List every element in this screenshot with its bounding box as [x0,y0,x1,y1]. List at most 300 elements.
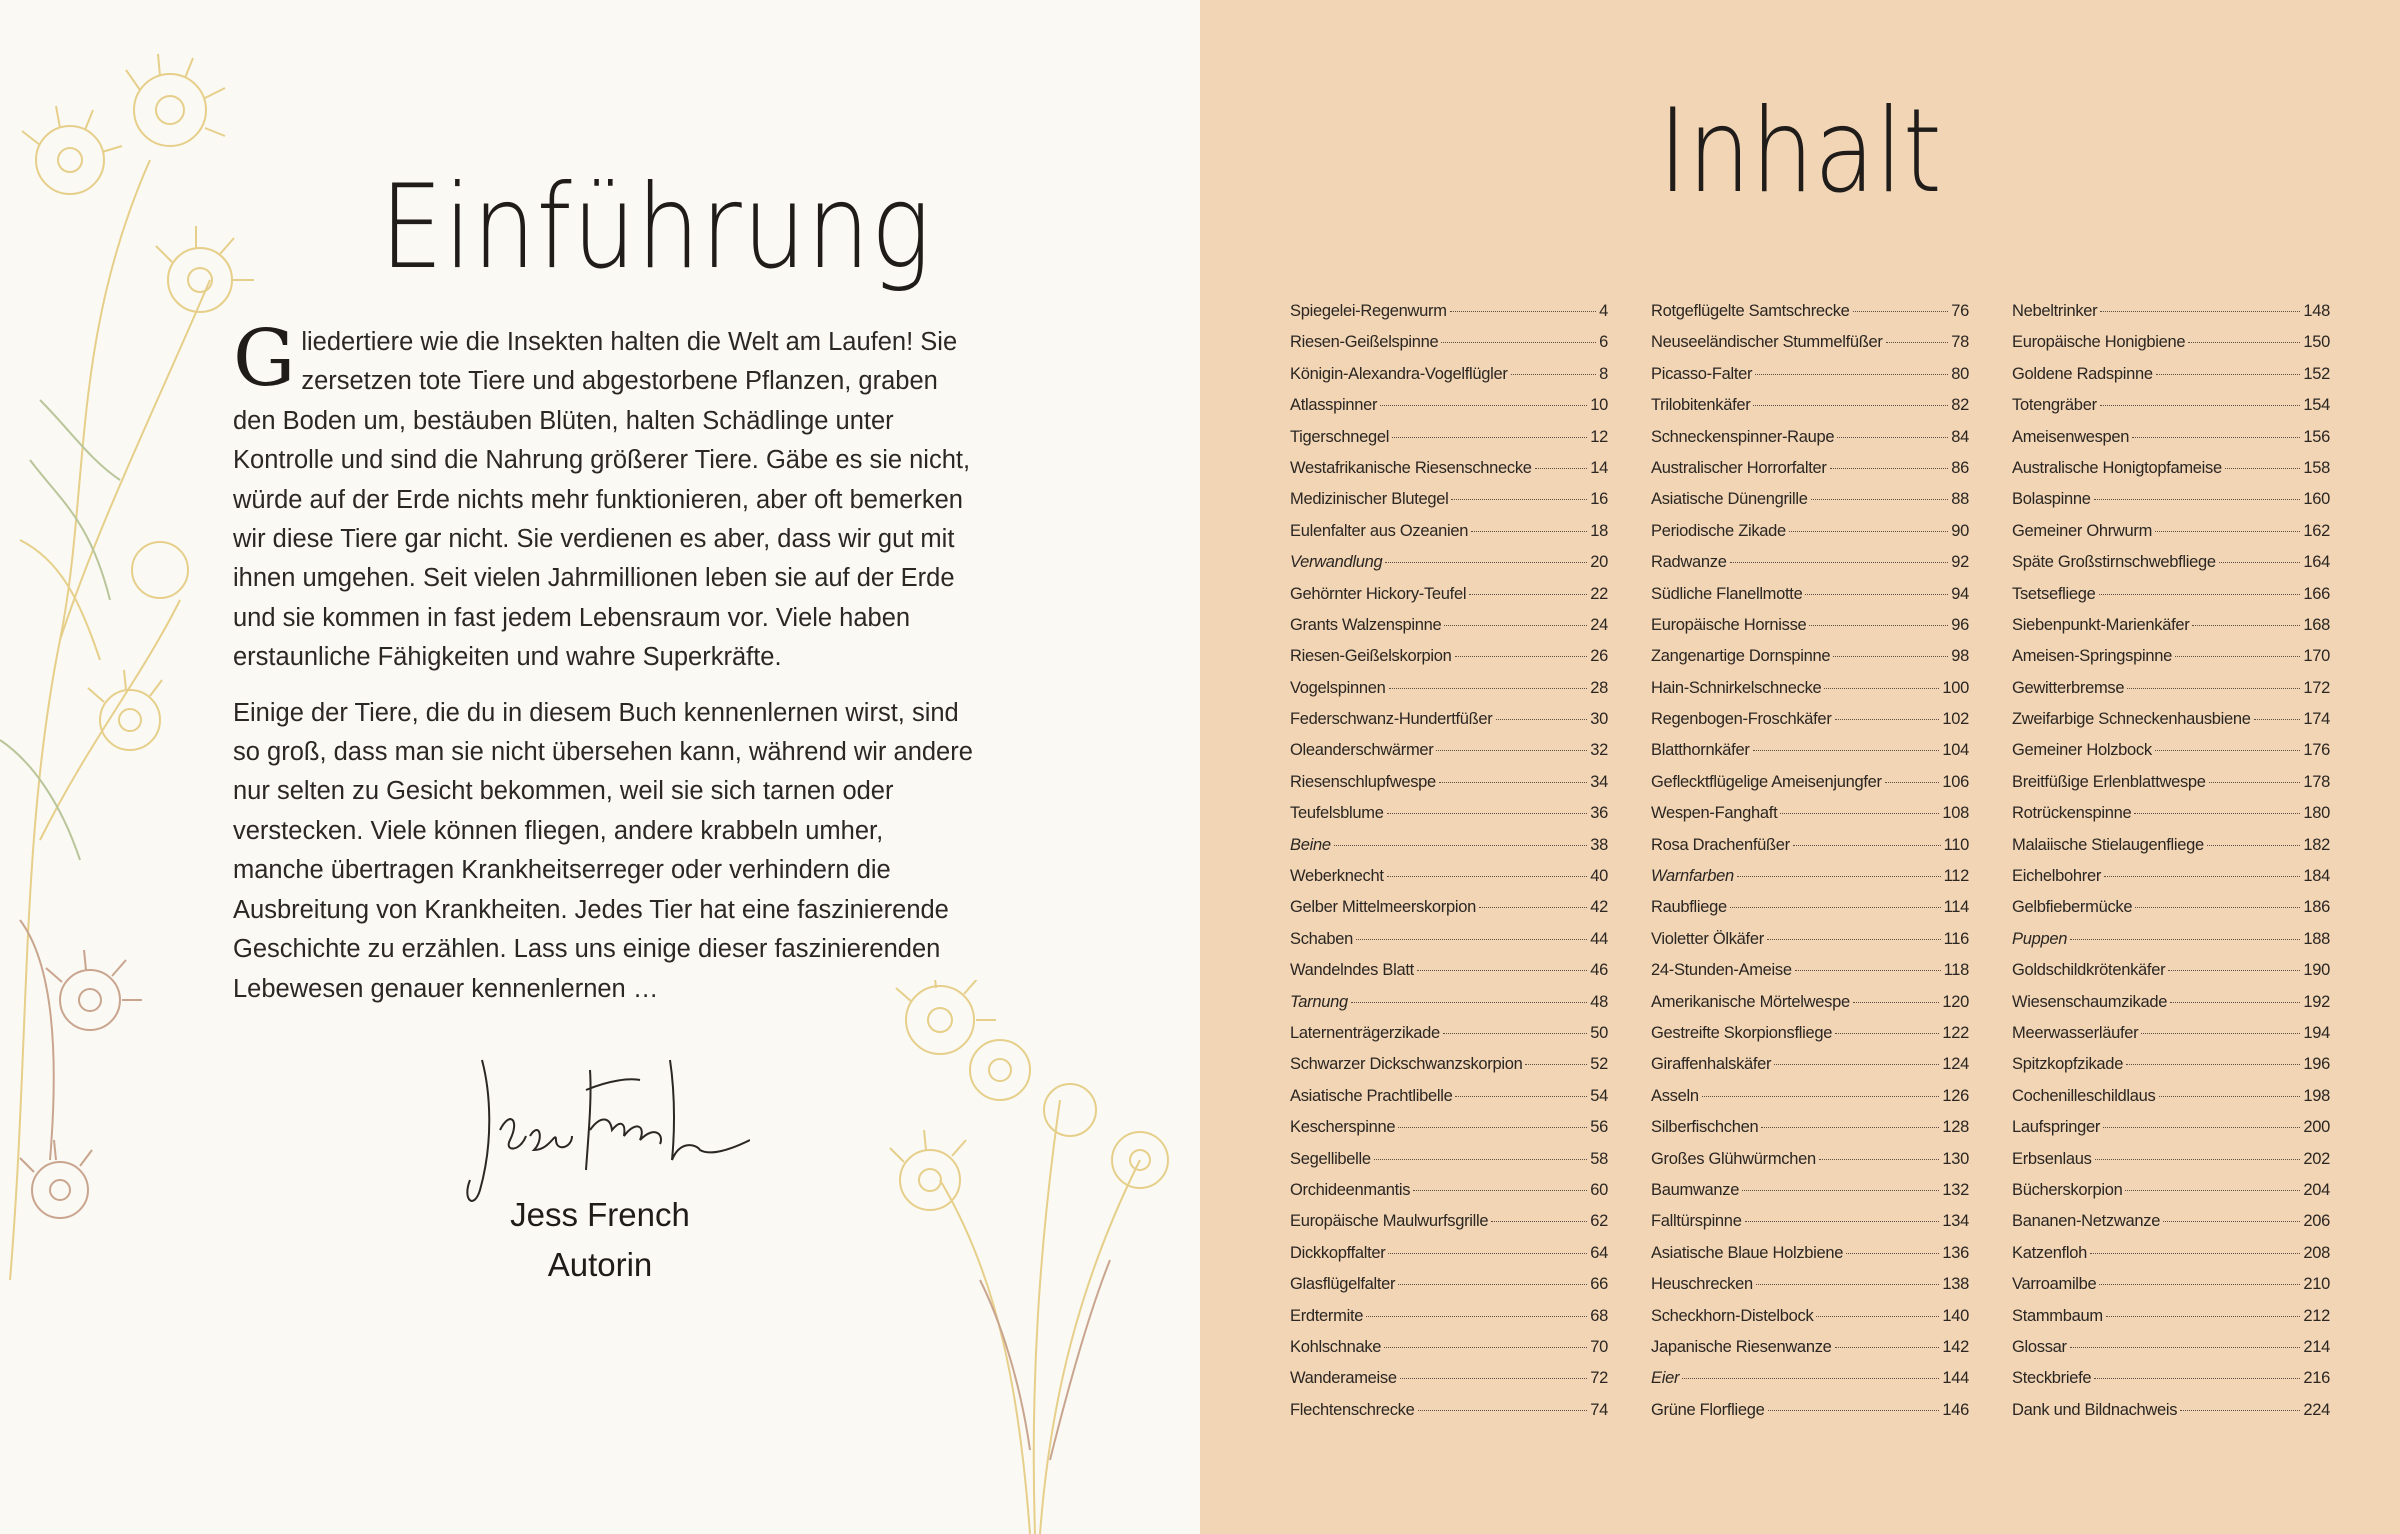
toc-entry-page: 96 [1951,615,1969,634]
toc-dot-leader [1535,468,1588,469]
introduction-text [233,314,973,1009]
toc-entry-title: Gemeiner Holzbock [2012,741,2152,760]
toc-entry-page: 72 [1590,1369,1608,1388]
toc-entry [1290,585,1608,616]
toc-dot-leader [1730,562,1949,563]
toc-entry-title: Riesenschlupfwespe [1290,772,1436,791]
intro-paragraph-2: Einige der Tiere, die du in diesem Buch kennenlernen wirst, sind so groß, dass man sie nicht übersehen kann, während wir andere nur selten zu Gesicht bekommen, weil sie sich tarnen oder verstecken. Viele können fliegen, andere krabbeln umher, manche übertragen Krankheitserreger oder verhindern die Ausbreitung von Krankheiten. Jedes Tier hat eine faszinierende Geschichte zu erzählen. Lass uns einige dieser faszinierenden Lebewesen genauer kennenlernen … [233,698,973,1003]
toc-dot-leader [2225,468,2300,469]
toc-entry-page: 138 [1942,1275,1969,1294]
toc-entry [1290,898,1608,929]
toc-entry-title: Cochenilleschildlaus [2012,1086,2156,1105]
toc-column-3 [2012,302,2330,1432]
toc-entry-page: 108 [1942,804,1969,823]
toc-entry [1290,804,1608,835]
toc-entry [2012,1087,2330,1118]
toc-entry-page: 164 [2303,553,2330,572]
toc-entry-page: 190 [2303,961,2330,980]
toc-entry-title: Tigerschnegel [1290,427,1390,446]
toc-entry [1290,302,1608,333]
toc-entry [2012,1055,2330,1086]
toc-entry-page: 6 [1599,333,1608,352]
toc-entry [2012,1024,2330,1055]
toc-entry [1290,616,1608,647]
toc-dot-leader [2219,562,2301,563]
toc-entry-title: Eichelbohrer [2012,867,2102,886]
page-title-introduction: Einführung [380,160,932,295]
toc-entry [1651,1275,1969,1306]
toc-dot-leader [2103,1127,2300,1128]
toc-entry-page: 38 [1590,835,1608,854]
right-page [1200,0,2400,1534]
toc-dot-leader [1756,1284,1939,1285]
toc-dot-leader [2156,374,2301,375]
toc-entry-page: 110 [1943,835,1969,854]
toc-entry-page: 184 [2303,867,2330,886]
toc-entry [2012,710,2330,741]
toc-entry-page: 212 [2303,1306,2330,1325]
toc-dot-leader [1753,405,1948,406]
toc-dot-leader [1455,1096,1587,1097]
toc-entry-title: Beine [1290,835,1331,854]
toc-entry-page: 176 [2303,741,2330,760]
toc-entry [1651,333,1969,364]
toc-entry-title: Flechtenschrecke [1290,1400,1415,1419]
toc-entry-page: 86 [1951,458,1969,477]
toc-entry [2012,522,2330,553]
toc-dot-leader [1392,437,1587,438]
author-name: Jess French [510,1196,690,1233]
toc-entry-page: 54 [1590,1086,1608,1105]
toc-entry-title: Segellibelle [1290,1149,1371,1168]
toc-entry [2012,804,2330,835]
toc-entry-title: Geflecktflügelige Ameisenjungfer [1651,772,1882,791]
toc-dot-leader [1702,1096,1940,1097]
toc-entry-title: Bolaspinne [2012,490,2091,509]
toc-dot-leader [1387,813,1588,814]
toc-entry [1290,1024,1608,1055]
toc-column-1 [1290,302,1608,1432]
toc-entry [1651,1307,1969,1338]
toc-entry-title: Schneckenspinner-Raupe [1651,427,1835,446]
toc-entry [2012,616,2330,647]
toc-entry-page: 182 [2303,835,2330,854]
toc-entry-page: 224 [2303,1400,2330,1419]
toc-entry [1290,553,1608,584]
toc-dot-leader [1451,499,1587,500]
toc-entry-title: Grüne Florfliege [1651,1400,1765,1419]
toc-dot-leader [1755,374,1948,375]
toc-entry [1651,396,1969,427]
toc-entry [1651,898,1969,929]
toc-entry [2012,459,2330,490]
toc-entry-title: Grants Walzenspinne [1290,615,1442,634]
toc-entry-title: Eulenfalter aus Ozeanien [1290,521,1469,540]
toc-entry-page: 128 [1942,1118,1969,1137]
toc-entry-title: Rosa Drachenfüßer [1651,835,1790,854]
toc-entry [1290,490,1608,521]
toc-entry-page: 68 [1590,1306,1608,1325]
toc-dot-leader [1830,468,1949,469]
toc-entry-page: 146 [1942,1400,1969,1419]
toc-dot-leader [1853,1002,1940,1003]
toc-dot-leader [1380,405,1587,406]
toc-entry-page: 28 [1590,678,1608,697]
toc-entry-page: 12 [1590,427,1608,446]
toc-entry-title: Gemeiner Ohrwurm [2012,521,2153,540]
toc-dot-leader [2141,1033,2300,1034]
toc-entry-title: Schaben [1290,929,1354,948]
toc-entry-page: 84 [1951,427,1969,446]
toc-dot-leader [1366,1316,1587,1317]
toc-entry-page: 64 [1590,1243,1608,1262]
toc-entry-title: Puppen [2012,929,2068,948]
toc-entry-title: Kescherspinne [1290,1118,1396,1137]
toc-entry-title: Tarnung [1290,992,1348,1011]
toc-dot-leader [1789,531,1948,532]
toc-entry-page: 18 [1590,521,1608,540]
toc-entry [2012,365,2330,396]
toc-entry-page: 216 [2303,1369,2330,1388]
toc-entry [1651,679,1969,710]
toc-entry [1290,1401,1608,1432]
toc-entry-title: Riesen-Geißelspinne [1290,333,1439,352]
toc-dot-leader [1479,907,1587,908]
toc-entry-title: Ameisen-Springspinne [2012,647,2173,666]
toc-dot-leader [1511,374,1597,375]
toc-entry [2012,1212,2330,1243]
toc-entry [2012,1307,2330,1338]
toc-dot-leader [1384,1347,1587,1348]
toc-entry [1651,930,1969,961]
toc-dot-leader [1824,688,1939,689]
toc-dot-leader [1471,531,1587,532]
toc-entry-title: Ameisenwespen [2012,427,2130,446]
toc-entry [1290,1369,1608,1400]
toc-entry-page: 104 [1942,741,1969,760]
toc-entry-page: 172 [2303,678,2330,697]
toc-dot-leader [1417,970,1587,971]
toc-entry-page: 118 [1943,961,1969,980]
toc-entry [1651,993,1969,1024]
toc-entry-title: Teufelsblume [1290,804,1384,823]
toc-entry [1290,1338,1608,1369]
toc-entry-title: Stammbaum [2012,1306,2103,1325]
toc-entry [1290,1244,1608,1275]
toc-entry-page: 140 [1942,1306,1969,1325]
toc-entry-page: 46 [1590,961,1608,980]
toc-entry-title: Asseln [1651,1086,1699,1105]
toc-entry-page: 36 [1590,804,1608,823]
toc-entry [2012,741,2330,772]
toc-dot-leader [1753,750,1940,751]
toc-entry [2012,585,2330,616]
toc-dot-leader [1835,1347,1940,1348]
toc-entry-page: 98 [1951,647,1969,666]
toc-dot-leader [2104,876,2300,877]
toc-entry-page: 210 [2303,1275,2330,1294]
author-role: Autorin [547,1246,653,1283]
toc-dot-leader [1885,782,1940,783]
toc-entry-title: Glasflügelfalter [1290,1275,1396,1294]
toc-entry-title: Spitzkopfzikade [2012,1055,2124,1074]
toc-entry [2012,1275,2330,1306]
toc-dot-leader [2134,813,2300,814]
toc-entry-title: Katzenfloh [2012,1243,2087,1262]
toc-entry-page: 66 [1590,1275,1608,1294]
toc-dot-leader [1387,876,1588,877]
toc-entry [2012,302,2330,333]
toc-entry-title: Malaiische Stielaugenfliege [2012,835,2204,854]
toc-entry-page: 94 [1951,584,1969,603]
toc-entry-title: Wespen-Fanghaft [1651,804,1778,823]
drop-cap: G [233,314,296,404]
toc-entry [1290,741,1608,772]
toc-column-2 [1651,302,1969,1432]
toc-entry-title: Europäische Maulwurfsgrille [1290,1212,1489,1231]
toc-dot-leader [2163,1221,2300,1222]
toc-entry-title: Großes Glühwürmchen [1651,1149,1816,1168]
toc-entry-title: Tsetsefliege [2012,584,2096,603]
toc-entry-title: Gelber Mittelmeerskorpion [1290,898,1476,917]
toc-entry-page: 8 [1599,364,1608,383]
toc-entry-title: Orchideenmantis [1290,1180,1411,1199]
toc-entry [2012,679,2330,710]
toc-entry-title: Wandelndes Blatt [1290,961,1414,980]
toc-dot-leader [1356,939,1587,940]
toc-dot-leader [1853,311,1949,312]
toc-dot-leader [1385,562,1587,563]
toc-dot-leader [1388,1253,1587,1254]
toc-entry-title: Rotrückenspinne [2012,804,2132,823]
toc-entry-page: 198 [2303,1086,2330,1105]
toc-entry-title: Raubfliege [1651,898,1727,917]
toc-entry [2012,930,2330,961]
toc-dot-leader [1835,719,1940,720]
toc-dot-leader [1450,311,1596,312]
toc-entry-title: Picasso-Falter [1651,364,1753,383]
toc-entry-page: 90 [1951,521,1969,540]
toc-dot-leader [1439,782,1587,783]
toc-entry [1290,679,1608,710]
toc-entry-title: Heuschrecken [1651,1275,1753,1294]
toc-entry [1290,710,1608,741]
toc-entry [1290,522,1608,553]
toc-entry-page: 16 [1590,490,1608,509]
toc-entry-page: 10 [1590,396,1608,415]
toc-entry [1651,1055,1969,1086]
toc-entry-page: 154 [2303,396,2330,415]
toc-entry [1651,302,1969,333]
toc-entry-page: 26 [1590,647,1608,666]
toc-entry-page: 206 [2303,1212,2330,1231]
toc-dot-leader [1761,1127,1939,1128]
toc-entry [1651,553,1969,584]
toc-entry-page: 188 [2303,929,2330,948]
toc-entry [2012,396,2330,427]
toc-dot-leader [2170,1002,2300,1003]
toc-dot-leader [2070,939,2300,940]
toc-entry-page: 42 [1590,898,1608,917]
toc-entry-page: 80 [1951,364,1969,383]
toc-entry-page: 142 [1942,1337,1969,1356]
toc-entry-page: 92 [1951,553,1969,572]
toc-entry-page: 130 [1942,1149,1969,1168]
toc-entry [2012,553,2330,584]
toc-entry-title: Glossar [2012,1337,2067,1356]
toc-entry [1651,1181,1969,1212]
toc-entry-page: 48 [1590,992,1608,1011]
toc-entry [1651,867,1969,898]
toc-entry [1290,428,1608,459]
toc-entry-page: 180 [2303,804,2330,823]
toc-dot-leader [2155,531,2300,532]
toc-dot-leader [2254,719,2301,720]
toc-entry-page: 132 [1942,1180,1969,1199]
toc-entry-title: Steckbriefe [2012,1369,2092,1388]
toc-dot-leader [1496,719,1588,720]
toc-entry [1290,867,1608,898]
toc-entry-page: 112 [1943,867,1969,886]
toc-entry-title: Südliche Flanellmotte [1651,584,1803,603]
toc-entry [2012,867,2330,898]
toc-entry-title: Bananen-Netzwanze [2012,1212,2161,1231]
toc-entry-page: 160 [2303,490,2330,509]
toc-dot-leader [1742,1190,1939,1191]
toc-dot-leader [1768,1410,1940,1411]
toc-entry [1290,459,1608,490]
toc-entry-page: 106 [1942,772,1969,791]
toc-dot-leader [1455,656,1588,657]
toc-dot-leader [2100,311,2300,312]
toc-entry-page: 76 [1951,302,1969,320]
toc-entry [1651,522,1969,553]
toc-dot-leader [1436,750,1587,751]
toc-dot-leader [1816,1316,1939,1317]
toc-entry-title: Schwarzer Dickschwanzskorpion [1290,1055,1523,1074]
toc-entry-title: Gehörnter Hickory-Teufel [1290,584,1467,603]
toc-dot-leader [2209,782,2301,783]
toc-entry-title: Erbsenlaus [2012,1149,2092,1168]
toc-entry [1290,1118,1608,1149]
toc-entry [1290,396,1608,427]
toc-entry-page: 214 [2303,1337,2330,1356]
toc-entry-page: 60 [1590,1180,1608,1199]
toc-entry-page: 40 [1590,867,1608,886]
toc-entry-page: 78 [1951,333,1969,352]
toc-entry [1651,428,1969,459]
toc-entry-page: 22 [1590,584,1608,603]
toc-entry-page: 196 [2303,1055,2330,1074]
toc-entry-title: Zweifarbige Schneckenhausbiene [2012,710,2251,729]
toc-entry-title: Laternenträgerzikade [1290,1023,1440,1042]
toc-entry-page: 56 [1590,1118,1608,1137]
toc-entry [1290,647,1608,678]
toc-entry [1290,1275,1608,1306]
toc-entry-page: 178 [2303,772,2330,791]
toc-entry-title: Medizinischer Blutegel [1290,490,1449,509]
toc-dot-leader [1886,342,1949,343]
toc-entry [1290,993,1608,1024]
toc-dot-leader [1805,594,1948,595]
toc-entry [1651,1401,1969,1432]
toc-dot-leader [2180,1410,2300,1411]
toc-entry [1290,1212,1608,1243]
toc-entry-page: 32 [1590,741,1608,760]
toc-entry [1651,1150,1969,1181]
toc-entry-page: 100 [1942,678,1969,697]
toc-entry [1651,1087,1969,1118]
toc-entry-title: Asiatische Dünengrille [1651,490,1808,509]
toc-entry-page: 192 [2303,992,2330,1011]
toc-entry-title: Erdtermite [1290,1306,1364,1325]
intro-paragraph-1 [233,314,973,678]
toc-entry-page: 120 [1942,992,1969,1011]
toc-entry-title: Radwanze [1651,553,1727,572]
toc-dot-leader [2127,688,2300,689]
toc-entry-page: 58 [1590,1149,1608,1168]
toc-entry-title: Eier [1651,1369,1680,1388]
toc-entry-title: Neuseeländischer Stummelfüßer [1651,333,1883,352]
toc-entry [2012,1338,2330,1369]
toc-dot-leader [1780,813,1939,814]
toc-entry [1651,773,1969,804]
toc-entry-page: 200 [2303,1118,2330,1137]
toc-entry-page: 14 [1590,458,1608,477]
toc-entry-title: Verwandlung [1290,553,1383,572]
toc-entry-title: Königin-Alexandra-Vogelflügler [1290,364,1508,383]
toc-dot-leader [2090,1253,2300,1254]
toc-entry-page: 166 [2303,584,2330,603]
toc-entry [1290,333,1608,364]
toc-entry-page: 144 [1942,1369,1969,1388]
toc-entry-page: 50 [1590,1023,1608,1042]
toc-entry-title: Atlasspinner [1290,396,1378,415]
toc-dot-leader [2106,1316,2301,1317]
toc-entry-title: Asiatische Prachtlibelle [1290,1086,1453,1105]
toc-entry [2012,961,2330,992]
toc-entry-title: Regenbogen-Froschkäfer [1651,710,1832,729]
toc-entry [2012,647,2330,678]
toc-dot-leader [2155,750,2301,751]
toc-dot-leader [2135,907,2300,908]
toc-dot-leader [1819,1159,1940,1160]
toc-entry-title: Dank und Bildnachweis [2012,1400,2178,1419]
toc-entry-page: 122 [1942,1023,1969,1042]
toc-entry [1651,459,1969,490]
toc-entry-title: Westafrikanische Riesenschnecke [1290,458,1532,477]
toc-dot-leader [1837,437,1948,438]
toc-entry [1651,647,1969,678]
toc-entry-page: 82 [1951,396,1969,415]
toc-entry [1651,490,1969,521]
toc-dot-leader [1525,1064,1587,1065]
toc-entry-page: 20 [1590,553,1608,572]
toc-entry-title: Totengräber [2012,396,2097,415]
toc-entry-page: 174 [2303,710,2330,729]
toc-dot-leader [1398,1127,1587,1128]
floral-illustration-bottom [880,980,1200,1534]
toc-entry-page: 126 [1942,1086,1969,1105]
toc-dot-leader [1793,845,1941,846]
toc-entry-title: Zangenartige Dornspinne [1651,647,1831,666]
toc-entry-page: 74 [1590,1400,1608,1419]
toc-entry-title: Hain-Schnirkelschnecke [1651,678,1822,697]
toc-entry-title: Rotgeflügelte Samtschrecke [1651,302,1850,320]
toc-entry-page: 168 [2303,615,2330,634]
toc-entry [2012,993,2330,1024]
toc-entry-page: 116 [1943,929,1969,948]
